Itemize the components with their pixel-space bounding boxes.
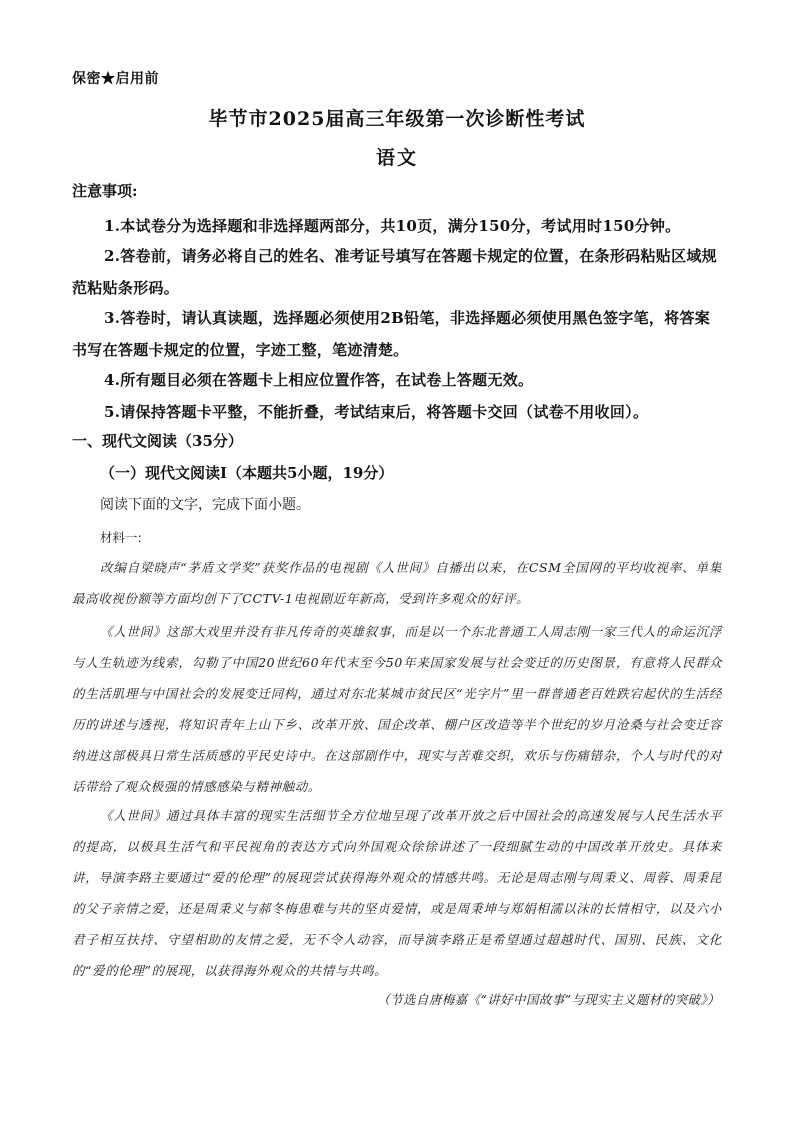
material-label: 材料一: [100, 530, 142, 545]
source-citation: （节选自唐梅嘉《“讲好中国故事”与现实主义题材的突破》） [377, 992, 720, 1007]
paragraph-2: 《人世间》这部大戏里并没有非凡传奇的英雄叙事，而是以一个东北普通工人周志刚一家三代人的命运沉浮与人生轨迹为线索，勾勒了中国20世纪60年代末至今50年来国家发展与社会变迁的历史图景，有意将人民群众的生活肌理与中国社会的发展变迁同构，通过对东北某城市贫民区“光字片”里一群普通老百姓跌宕起伏的生活经历的讲述与透视，将知识青年上山下乡、改革开放、国企改革、棚户区改造等半个世纪的岁月沧桑与社会变迁容纳进这部极具日常生活质感的平民史诗中。在这部剧作中，现实与苦难交织，欢乐与伤痛错杂，个人与时代的对话带给了观众极强的情感感染与精神触动。 [72, 624, 722, 794]
notice-item-3: 3.答卷时，请认真读题，选择题必须使用2B铅笔，非选择题必须使用黑色签字笔，将答案书写在答题卡规定的位置，字迹工整，笔迹清楚。 [72, 309, 711, 359]
section-heading: 一、现代文阅读（35分） [72, 432, 243, 450]
paragraph-1: 改编自梁晓声“茅盾文学奖”获奖作品的电视剧《人世间》自播出以来，在CSM全国网的平均收视率、单集最高收视份额等方面均创下了CCTV-1电视剧近年新高，受到许多观众的好评。 [72, 560, 722, 606]
paragraph-3: 《人世间》通过具体丰富的现实生活细节全方位地呈现了改革开放之后中国社会的高速发展与人民生活水平的提高，以极具生活气和平民视角的表达方式向外国观众徐徐讲述了一段细腻生动的中国改革开放史。具体来讲，导演李路主要通过“爱的伦理”的展现尝试获得海外观众的情感共鸣。无论是周志刚与周秉义、周蓉、周秉昆的父子亲情之爱，还是周秉义与郝冬梅患难与共的坚贞爱情，或是周秉坤与郑娟相濡以沫的长情相守，以及六小君子相互扶持、守望相助的友情之爱，无不令人动容，而导演李路正是希望通过超越时代、国别、民族、文化的“爱的伦理”的展现，以获得海外观众的共情与共鸣。 [72, 808, 722, 978]
notice-item-4: 4.所有题目必须在答题卡上相应位置作答，在试卷上答题无效。 [104, 371, 534, 389]
reading-instruction: 阅读下面的文字，完成下面小题。 [100, 497, 310, 513]
notice-heading: 注意事项: [72, 182, 138, 200]
notice-item-1: 1.本试卷分为选择题和非选择题两部分，共10页，满分150分，考试用时150分钟。 [104, 217, 681, 235]
notice-item-2: 2.答卷前，请务必将自己的姓名、准考证号填写在答题卡规定的位置，在条形码粘贴区域规范粘贴条形码。 [72, 247, 717, 297]
exam-title: 毕节市2025届高三年级第一次诊断性考试 [208, 108, 586, 130]
notice-item-5: 5.请保持答题卡平整，不能折叠，考试结束后，将答题卡交回（试卷不用收回）。 [104, 403, 649, 421]
confidential-label: 保密★启用前 [72, 71, 159, 87]
subject-title: 语文 [375, 147, 418, 169]
subsection-heading: （一）现代文阅读Ⅰ（本题共5小题，19分） [100, 464, 394, 482]
